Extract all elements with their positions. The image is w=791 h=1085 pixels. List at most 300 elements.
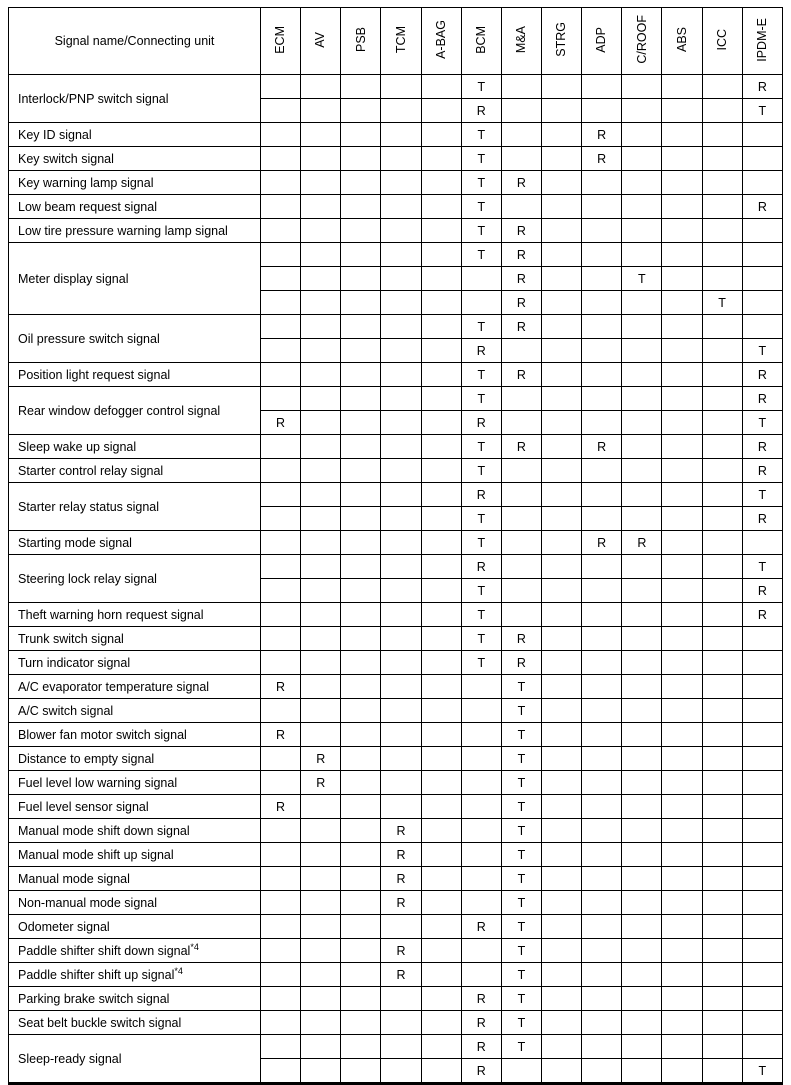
empty-cell [742, 147, 782, 171]
empty-cell [541, 963, 581, 987]
column-header-c-roof [622, 8, 662, 75]
empty-cell [381, 435, 421, 459]
empty-cell [582, 291, 622, 315]
table-row [9, 915, 783, 939]
empty-cell [582, 459, 622, 483]
transmit-receive-cell: R [301, 747, 341, 771]
empty-cell [421, 603, 461, 627]
transmit-receive-cell: R [461, 1059, 501, 1084]
empty-cell [702, 579, 742, 603]
empty-cell [742, 747, 782, 771]
empty-cell [622, 195, 662, 219]
empty-cell [381, 627, 421, 651]
empty-cell [501, 483, 541, 507]
empty-cell [582, 99, 622, 123]
transmit-receive-cell: R [501, 243, 541, 267]
signal-name: Oil pressure switch signal [9, 315, 261, 363]
transmit-receive-cell: R [622, 531, 662, 555]
table-row [9, 699, 783, 723]
empty-cell [261, 315, 301, 339]
column-header-m-a [501, 8, 541, 75]
empty-cell [662, 1011, 702, 1035]
empty-cell [341, 675, 381, 699]
empty-cell [622, 1011, 662, 1035]
column-header-label: ABS [674, 26, 689, 52]
empty-cell [301, 627, 341, 651]
empty-cell [341, 75, 381, 99]
empty-cell [301, 867, 341, 891]
signal-name: Trunk switch signal [9, 627, 261, 651]
empty-cell [702, 195, 742, 219]
empty-cell [301, 411, 341, 435]
empty-cell [662, 363, 702, 387]
empty-cell [742, 867, 782, 891]
empty-cell [622, 747, 662, 771]
column-header-label: STRG [554, 22, 569, 57]
empty-cell [662, 99, 702, 123]
empty-cell [461, 267, 501, 291]
table-row [9, 603, 783, 627]
empty-cell [261, 195, 301, 219]
empty-cell [582, 651, 622, 675]
empty-cell [702, 507, 742, 531]
empty-cell [381, 267, 421, 291]
empty-cell [341, 819, 381, 843]
empty-cell [702, 363, 742, 387]
empty-cell [301, 963, 341, 987]
empty-cell [341, 363, 381, 387]
empty-cell [261, 483, 301, 507]
table-row [9, 771, 783, 795]
column-header-icc [702, 8, 742, 75]
empty-cell [702, 315, 742, 339]
empty-cell [582, 747, 622, 771]
empty-cell [421, 75, 461, 99]
empty-cell [421, 651, 461, 675]
transmit-receive-cell: T [501, 675, 541, 699]
table-row [9, 435, 783, 459]
empty-cell [421, 99, 461, 123]
empty-cell [421, 963, 461, 987]
empty-cell [582, 387, 622, 411]
empty-cell [301, 219, 341, 243]
empty-cell [301, 339, 341, 363]
empty-cell [341, 867, 381, 891]
signal-name: Sleep-ready signal [9, 1035, 261, 1084]
empty-cell [541, 99, 581, 123]
column-header-a-bag [421, 8, 461, 75]
empty-cell [461, 963, 501, 987]
empty-cell [261, 627, 301, 651]
transmit-receive-cell: R [261, 795, 301, 819]
empty-cell [301, 171, 341, 195]
empty-cell [261, 579, 301, 603]
empty-cell [582, 171, 622, 195]
empty-cell [582, 843, 622, 867]
empty-cell [381, 219, 421, 243]
empty-cell [421, 579, 461, 603]
empty-cell [702, 963, 742, 987]
empty-cell [662, 315, 702, 339]
empty-cell [261, 363, 301, 387]
empty-cell [501, 555, 541, 579]
transmit-receive-cell: T [742, 339, 782, 363]
signal-name: A/C evaporator temperature signal [9, 675, 261, 699]
signal-name: Starter control relay signal [9, 459, 261, 483]
empty-cell [341, 771, 381, 795]
empty-cell [301, 123, 341, 147]
empty-cell [622, 939, 662, 963]
signal-name: Key switch signal [9, 147, 261, 171]
footnote-marker: *4 [190, 941, 199, 952]
empty-cell [622, 795, 662, 819]
empty-cell [541, 507, 581, 531]
empty-cell [742, 915, 782, 939]
empty-cell [341, 627, 381, 651]
empty-cell [341, 291, 381, 315]
empty-cell [421, 411, 461, 435]
empty-cell [662, 771, 702, 795]
empty-cell [541, 747, 581, 771]
empty-cell [742, 675, 782, 699]
empty-cell [501, 75, 541, 99]
empty-cell [702, 891, 742, 915]
empty-cell [421, 363, 461, 387]
transmit-receive-cell: R [501, 435, 541, 459]
empty-cell [261, 75, 301, 99]
empty-cell [662, 339, 702, 363]
empty-cell [622, 915, 662, 939]
empty-cell [461, 675, 501, 699]
empty-cell [341, 99, 381, 123]
empty-cell [541, 579, 581, 603]
transmit-receive-cell: R [501, 651, 541, 675]
transmit-receive-cell: T [501, 843, 541, 867]
empty-cell [702, 99, 742, 123]
empty-cell [381, 459, 421, 483]
signal-name: Meter display signal [9, 243, 261, 315]
empty-cell [622, 867, 662, 891]
transmit-receive-cell: R [742, 195, 782, 219]
empty-cell [301, 387, 341, 411]
empty-cell [662, 195, 702, 219]
empty-cell [301, 603, 341, 627]
empty-cell [582, 579, 622, 603]
empty-cell [341, 963, 381, 987]
empty-cell [501, 99, 541, 123]
signal-name: Low tire pressure warning lamp signal [9, 219, 261, 243]
empty-cell [541, 75, 581, 99]
empty-cell [461, 891, 501, 915]
empty-cell [662, 1035, 702, 1059]
empty-cell [501, 387, 541, 411]
empty-cell [421, 291, 461, 315]
transmit-receive-cell: T [501, 1035, 541, 1059]
empty-cell [501, 195, 541, 219]
empty-cell [702, 531, 742, 555]
empty-cell [742, 267, 782, 291]
empty-cell [742, 531, 782, 555]
column-header-tcm [381, 8, 421, 75]
transmit-receive-cell: R [501, 363, 541, 387]
signal-name: Manual mode signal [9, 867, 261, 891]
column-header-label: ECM [273, 25, 288, 54]
empty-cell [702, 651, 742, 675]
empty-cell [702, 795, 742, 819]
empty-cell [461, 771, 501, 795]
transmit-receive-cell: R [381, 819, 421, 843]
transmit-receive-cell: R [742, 435, 782, 459]
empty-cell [461, 939, 501, 963]
table-row [9, 963, 783, 987]
empty-cell [582, 75, 622, 99]
signal-name: Key ID signal [9, 123, 261, 147]
empty-cell [662, 891, 702, 915]
transmit-receive-cell: T [461, 435, 501, 459]
empty-cell [301, 75, 341, 99]
empty-cell [662, 267, 702, 291]
empty-cell [261, 291, 301, 315]
empty-cell [582, 987, 622, 1011]
empty-cell [622, 123, 662, 147]
empty-cell [381, 579, 421, 603]
empty-cell [742, 1035, 782, 1059]
signal-name: Non-manual mode signal [9, 891, 261, 915]
empty-cell [541, 1011, 581, 1035]
empty-cell [461, 747, 501, 771]
transmit-receive-cell: R [501, 267, 541, 291]
transmit-receive-cell: T [501, 1011, 541, 1035]
empty-cell [662, 147, 702, 171]
empty-cell [421, 747, 461, 771]
empty-cell [421, 147, 461, 171]
signal-name: Manual mode shift down signal [9, 819, 261, 843]
empty-cell [381, 291, 421, 315]
empty-cell [622, 483, 662, 507]
empty-cell [341, 651, 381, 675]
empty-cell [622, 963, 662, 987]
empty-cell [421, 243, 461, 267]
empty-cell [541, 435, 581, 459]
empty-cell [702, 1011, 742, 1035]
transmit-receive-cell: R [461, 1011, 501, 1035]
transmit-receive-cell: R [742, 507, 782, 531]
empty-cell [301, 99, 341, 123]
empty-cell [261, 459, 301, 483]
empty-cell [622, 723, 662, 747]
empty-cell [742, 243, 782, 267]
table-row [9, 243, 783, 267]
empty-cell [662, 699, 702, 723]
empty-cell [541, 243, 581, 267]
empty-cell [742, 291, 782, 315]
empty-cell [341, 315, 381, 339]
empty-cell [662, 579, 702, 603]
empty-cell [301, 147, 341, 171]
column-header-label: C/ROOF [634, 15, 649, 64]
empty-cell [662, 819, 702, 843]
empty-cell [261, 1035, 301, 1059]
empty-cell [341, 579, 381, 603]
empty-cell [381, 363, 421, 387]
empty-cell [541, 651, 581, 675]
transmit-receive-cell: T [501, 891, 541, 915]
transmit-receive-cell: R [742, 387, 782, 411]
column-header-bcm [461, 8, 501, 75]
empty-cell [261, 123, 301, 147]
empty-cell [261, 963, 301, 987]
transmit-receive-cell: T [461, 603, 501, 627]
transmit-receive-cell: R [261, 411, 301, 435]
table-row [9, 387, 783, 411]
transmit-receive-cell: R [381, 963, 421, 987]
empty-cell [622, 507, 662, 531]
empty-cell [662, 867, 702, 891]
empty-cell [501, 603, 541, 627]
empty-cell [381, 675, 421, 699]
empty-cell [541, 531, 581, 555]
signal-name: Parking brake switch signal [9, 987, 261, 1011]
empty-cell [421, 483, 461, 507]
empty-cell [582, 507, 622, 531]
transmit-receive-cell: R [742, 459, 782, 483]
empty-cell [541, 171, 581, 195]
empty-cell [622, 459, 662, 483]
empty-cell [341, 435, 381, 459]
transmit-receive-cell: T [461, 171, 501, 195]
empty-cell [702, 147, 742, 171]
empty-cell [742, 939, 782, 963]
empty-cell [742, 891, 782, 915]
empty-cell [742, 219, 782, 243]
empty-cell [702, 843, 742, 867]
transmit-receive-cell: T [461, 75, 501, 99]
signal-name: Low beam request signal [9, 195, 261, 219]
empty-cell [301, 1035, 341, 1059]
empty-cell [702, 483, 742, 507]
empty-cell [582, 243, 622, 267]
signal-name: Paddle shifter shift up signal$^{*4}$ [9, 963, 261, 987]
empty-cell [341, 699, 381, 723]
empty-cell [541, 219, 581, 243]
empty-cell [702, 987, 742, 1011]
empty-cell [582, 627, 622, 651]
empty-cell [421, 219, 461, 243]
empty-cell [421, 939, 461, 963]
empty-cell [501, 411, 541, 435]
transmit-receive-cell: R [261, 723, 301, 747]
empty-cell [541, 363, 581, 387]
transmit-receive-cell: R [381, 939, 421, 963]
empty-cell [421, 459, 461, 483]
signal-name: Rear window defogger control signal [9, 387, 261, 435]
empty-cell [381, 771, 421, 795]
empty-cell [381, 795, 421, 819]
signal-name: Paddle shifter shift down signal$^{*4}$ [9, 939, 261, 963]
transmit-receive-cell: R [501, 219, 541, 243]
empty-cell [622, 699, 662, 723]
empty-cell [622, 1035, 662, 1059]
transmit-receive-cell: R [742, 579, 782, 603]
empty-cell [662, 219, 702, 243]
empty-cell [702, 915, 742, 939]
empty-cell [261, 99, 301, 123]
column-header-abs [662, 8, 702, 75]
column-header-label: TCM [393, 25, 408, 54]
empty-cell [622, 627, 662, 651]
table-row [9, 867, 783, 891]
table-body [9, 75, 783, 1084]
empty-cell [261, 171, 301, 195]
empty-cell [582, 819, 622, 843]
empty-cell [381, 915, 421, 939]
empty-cell [381, 123, 421, 147]
signal-name: Steering lock relay signal [9, 555, 261, 603]
table-row [9, 171, 783, 195]
table-row [9, 555, 783, 579]
transmit-receive-cell: T [501, 747, 541, 771]
empty-cell [662, 627, 702, 651]
empty-cell [622, 987, 662, 1011]
empty-cell [381, 243, 421, 267]
table-row [9, 987, 783, 1011]
empty-cell [702, 819, 742, 843]
transmit-receive-cell: R [742, 603, 782, 627]
empty-cell [662, 651, 702, 675]
empty-cell [381, 723, 421, 747]
empty-cell [742, 627, 782, 651]
empty-cell [541, 555, 581, 579]
empty-cell [261, 435, 301, 459]
empty-cell [622, 1059, 662, 1084]
empty-cell [421, 867, 461, 891]
empty-cell [301, 291, 341, 315]
empty-cell [341, 243, 381, 267]
empty-cell [582, 915, 622, 939]
empty-cell [742, 123, 782, 147]
empty-cell [461, 867, 501, 891]
column-header-av [301, 8, 341, 75]
table-row [9, 795, 783, 819]
empty-cell [622, 435, 662, 459]
signal-name: Starter relay status signal [9, 483, 261, 531]
empty-cell [261, 819, 301, 843]
empty-cell [622, 99, 662, 123]
empty-cell [622, 291, 662, 315]
empty-cell [341, 411, 381, 435]
table-row [9, 1011, 783, 1035]
empty-cell [341, 147, 381, 171]
empty-cell [301, 651, 341, 675]
signal-name: Turn indicator signal [9, 651, 261, 675]
empty-cell [541, 339, 581, 363]
empty-cell [541, 723, 581, 747]
empty-cell [421, 723, 461, 747]
empty-cell [622, 555, 662, 579]
empty-cell [662, 411, 702, 435]
transmit-receive-cell: R [381, 867, 421, 891]
empty-cell [582, 867, 622, 891]
empty-cell [261, 1011, 301, 1035]
transmit-receive-cell: T [742, 99, 782, 123]
transmit-receive-cell: R [461, 987, 501, 1011]
empty-cell [541, 459, 581, 483]
empty-cell [662, 603, 702, 627]
column-header-label: PSB [353, 26, 368, 52]
transmit-receive-cell: R [582, 531, 622, 555]
empty-cell [261, 939, 301, 963]
empty-cell [501, 531, 541, 555]
